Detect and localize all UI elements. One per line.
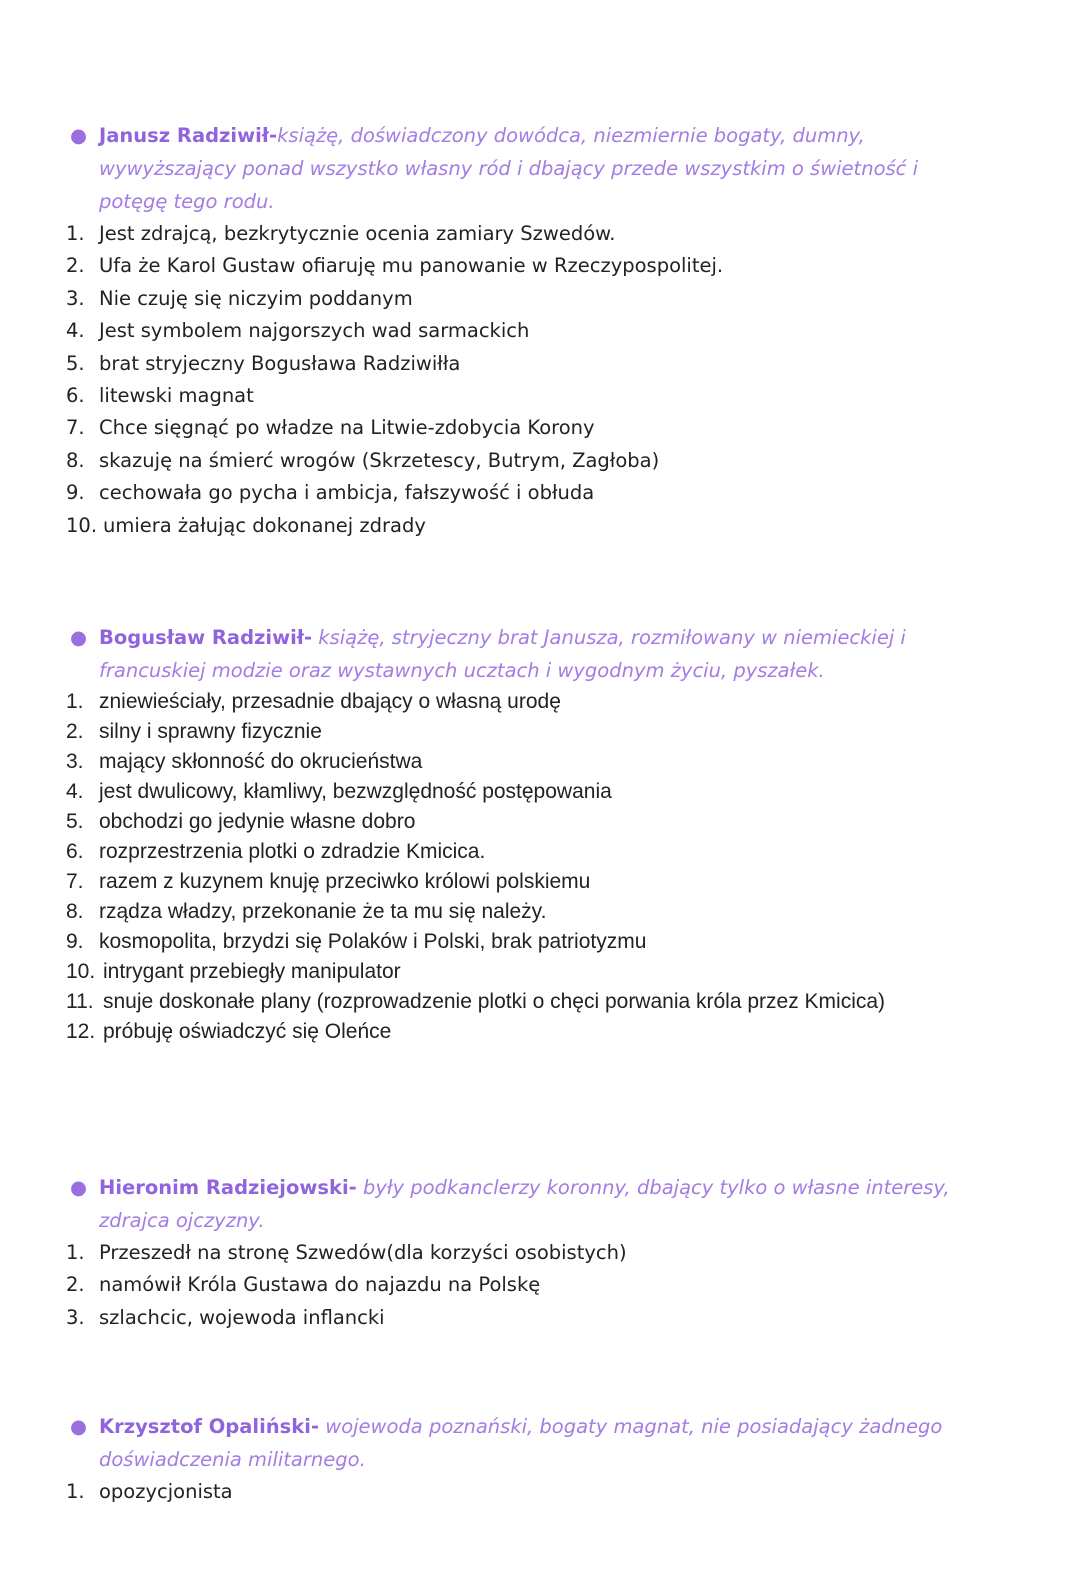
list-item: 11. snuje doskonałe plany (rozprowadzenie plotki o chęci porwania króla przez Kmicica) xyxy=(66,990,886,1013)
character-name: Krzysztof Opaliński- xyxy=(99,1415,320,1438)
list-item: 2. namówił Króla Gustawa do najazdu na Polskę xyxy=(66,1273,541,1297)
list-item: 10. umiera żałując dokonanej zdrady xyxy=(66,513,426,537)
bullet-icon: ● xyxy=(70,626,88,649)
list-item: 3. szlachcic, wojewoda inflancki xyxy=(66,1305,385,1329)
list-item: 1. Jest zdrajcą, bezkrytycznie ocenia zamiary Szwedów. xyxy=(66,222,616,245)
trait-list xyxy=(0,1476,1080,1508)
list-item: 2. silny i sprawny fizycznie xyxy=(66,720,322,743)
character-name: Hieronim Radziejowski- xyxy=(99,1176,357,1199)
bullet-icon: ● xyxy=(70,1176,88,1199)
character-description: książę, stryjeczny brat Janusza, rozmiłowany w niemieckiej i francuskiej modzie oraz wystawnych ucztach i wygodnym życiu, pyszałek. xyxy=(99,626,906,682)
list-item: 1. Przeszedł na stronę Szwedów(dla korzyści osobistych) xyxy=(66,1241,627,1264)
list-item: 10. intrygant przebiegły manipulator xyxy=(66,960,401,983)
list-item: 9. cechowała go pycha i ambicja, fałszywość i obłuda xyxy=(66,481,595,505)
list-item: 4. Jest symbolem najgorszych wad sarmackich xyxy=(66,319,530,343)
section-janusz-radziwill xyxy=(0,119,1080,542)
character-description: były podkanclerzy koronny, dbający tylko o własne interesy, zdrajca ojczyzny. xyxy=(99,1176,950,1232)
character-description: książę, doświadczony dowódca, niezmiernie bogaty, dumny, wywyższający ponad wszystko własny ród i dbający przede wszystkim o świetność i potęgę tego rodu. xyxy=(99,124,918,213)
list-item: 8. skazuję na śmierć wrogów (Skrzetescy, Butrym, Zagłoba) xyxy=(66,448,660,472)
section-heading xyxy=(0,119,1080,218)
bullet-icon: ● xyxy=(70,124,88,147)
character-name: Bogusław Radziwił- xyxy=(99,626,313,649)
list-item: 6. rozprzestrzenia plotki o zdradzie Kmicica. xyxy=(66,840,486,863)
trait-list xyxy=(0,687,1080,1047)
list-item: 7. Chce sięgnąć po władze na Litwie-zdobycia Korony xyxy=(66,416,595,440)
section-heading xyxy=(0,1410,1080,1476)
list-item: 1. zniewieściały, przesadnie dbający o własną urodę xyxy=(66,690,561,713)
section-krzysztof-opalinski xyxy=(0,1410,1080,1508)
character-description: wojewoda poznański, bogaty magnat, nie posiadający żadnego doświadczenia militarnego. xyxy=(99,1415,943,1471)
trait-list xyxy=(0,218,1080,542)
list-item: 7. razem z kuzynem knuję przeciwko królowi polskiemu xyxy=(66,870,591,893)
list-item: 1. opozycjonista xyxy=(66,1480,233,1503)
list-item: 12. próbuję oświadczyć się Oleńce xyxy=(66,1020,392,1043)
section-heading xyxy=(0,621,1080,687)
list-item: 4. jest dwulicowy, kłamliwy, bezwzględność postępowania xyxy=(66,780,612,803)
character-name: Janusz Radziwił- xyxy=(99,124,278,147)
list-item: 9. kosmopolita, brzydzi się Polaków i Polski, brak patriotyzmu xyxy=(66,930,647,953)
list-item: 6. litewski magnat xyxy=(66,384,254,408)
section-boguslaw-radziwill xyxy=(0,621,1080,1047)
list-item: 5. obchodzi go jedynie własne dobro xyxy=(66,810,416,833)
list-item: 2. Ufa że Karol Gustaw ofiaruję mu panowanie w Rzeczypospolitej. xyxy=(66,254,724,278)
list-item: 5. brat stryjeczny Bogusława Radziwiłła xyxy=(66,351,461,375)
section-hieronim-radziejowski xyxy=(0,1171,1080,1334)
list-item: 8. rządza władzy, przekonanie że ta mu się należy. xyxy=(66,900,547,923)
bullet-icon: ● xyxy=(70,1415,88,1438)
section-heading xyxy=(0,1171,1080,1237)
trait-list xyxy=(0,1237,1080,1334)
list-item: 3. Nie czuję się niczyim poddanym xyxy=(66,286,413,310)
list-item: 3. mający skłonność do okrucieństwa xyxy=(66,750,423,773)
